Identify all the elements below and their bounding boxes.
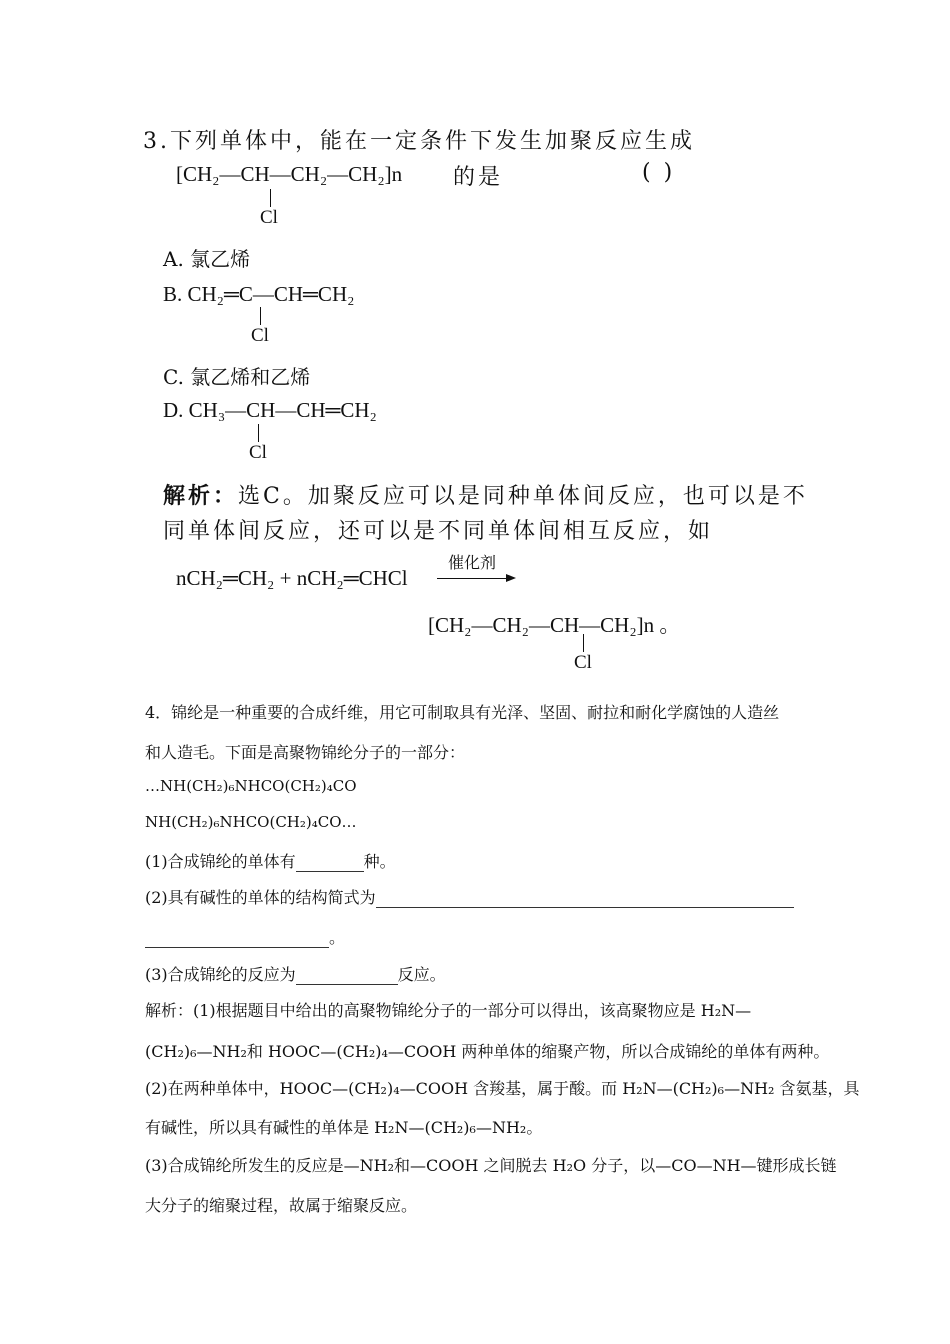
q3-option-d-cl: Cl	[249, 442, 267, 463]
q4-formula-2: NH(CH₂)₆NHCO(CH₂)₄CO…	[145, 813, 357, 831]
q4-sub2-blank[interactable]	[376, 889, 794, 908]
q3-option-b: B. CH₂═C—CH═CH₂	[163, 282, 355, 306]
q3-catalyst-label: 催化剂	[448, 553, 497, 572]
q3-polymer-cl: Cl	[260, 207, 278, 228]
q3-stem: 3.下列单体中，能在一定条件下发生加聚反应生成	[143, 129, 695, 154]
q3-option-a: A. 氯乙烯	[163, 247, 251, 271]
q3-reaction-arrow	[437, 578, 507, 579]
q3-option-b-cl: Cl	[251, 325, 269, 346]
q3-option-c: C. 氯乙烯和乙烯	[163, 365, 311, 389]
q3-polymer-bond	[270, 189, 271, 207]
q3-option-d-bond	[258, 424, 259, 442]
q3-answer-paren: ( )	[642, 160, 676, 185]
q4-analysis-1a: 解析：(1)根据题目中给出的高聚物锦纶分子的一部分可以得出，该高聚物应是 H₂N—	[145, 1001, 752, 1020]
q4-analysis-3b: 大分子的缩聚过程，故属于缩聚反应。	[145, 1196, 418, 1215]
q3-product-bond	[583, 634, 584, 652]
q4-sub2-blank-cont[interactable]	[145, 929, 329, 948]
q4-sub3: (3)合成锦纶的反应为 反应。	[145, 965, 446, 984]
q4-sub1: (1)合成锦纶的单体有 种。	[145, 852, 396, 871]
q3-analysis-line1: 解析：选C。加聚反应可以是同种单体间反应，也可以是不	[163, 483, 808, 509]
q3-polymer-formula: [CH₂—CH—CH₂—CH₂]n	[176, 162, 403, 186]
q3-arrow-head	[506, 574, 516, 582]
q3-option-d: D. CH₃—CH—CH═CH₂	[163, 398, 377, 422]
q3-suffix: 的是	[453, 165, 504, 190]
q3-reaction-reactants: nCH₂═CH₂ + nCH₂═CHCl	[176, 566, 408, 590]
q4-formula-1: …NH(CH₂)₆NHCO(CH₂)₄CO	[145, 777, 357, 795]
q3-product-cl: Cl	[574, 652, 592, 673]
q4-analysis-1b: (CH₂)₆—NH₂和 HOOC—(CH₂)₄—COOH 两种单体的缩聚产物，所以合成锦纶的单体有两种。	[145, 1042, 830, 1061]
q3-analysis-line2: 同单体间反应，还可以是不同单体间相互反应，如	[163, 519, 714, 544]
q3-option-b-bond	[260, 307, 261, 325]
q4-stem-line1: 4．锦纶是一种重要的合成纤维，用它可制取具有光泽、坚固、耐拉和耐化学腐蚀的人造丝	[145, 703, 780, 722]
q4-sub2: (2)具有碱性的单体的结构简式为	[145, 885, 794, 908]
q3-analysis-label: 解析：	[163, 483, 239, 509]
q3-reaction-product: [CH₂—CH₂—CH—CH₂]n 。	[428, 613, 681, 637]
q4-sub2-cont: 。	[145, 925, 345, 948]
q4-stem-line2: 和人造毛。下面是高聚物锦纶分子的一部分：	[145, 743, 466, 762]
q4-sub1-blank[interactable]	[296, 853, 364, 872]
q4-sub3-blank[interactable]	[296, 966, 398, 985]
q4-analysis-2a: (2)在两种单体中，HOOC—(CH₂)₄—COOH 含羧基，属于酸。而 H₂N—(CH₂)₆—NH₂ 含氨基，具	[145, 1079, 860, 1098]
q4-analysis-2b: 有碱性，所以具有碱性的单体是 H₂N—(CH₂)₆—NH₂。	[145, 1118, 543, 1137]
q4-analysis-3a: (3)合成锦纶所发生的反应是—NH₂和—COOH 之间脱去 H₂O 分子，以—CO—NH—键形成长链	[145, 1156, 837, 1175]
